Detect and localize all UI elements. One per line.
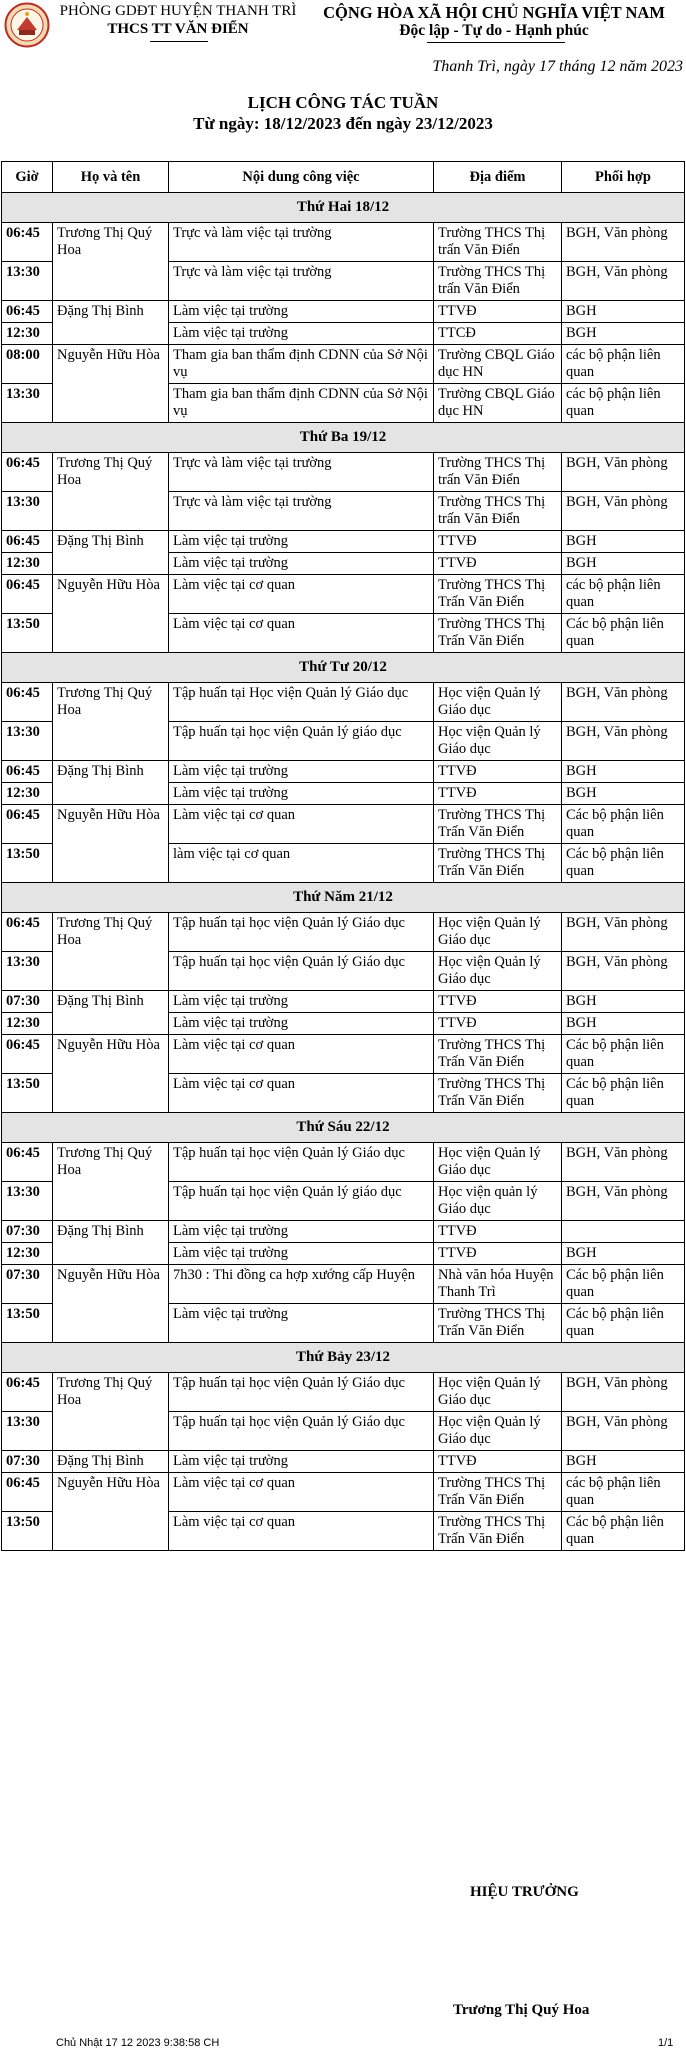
coordination-cell: Các bộ phận liên quan xyxy=(562,1512,685,1551)
coordination-cell: BGH, Văn phòng xyxy=(562,722,685,761)
location-cell: TTVĐ xyxy=(434,1221,562,1243)
location-cell: Trường CBQL Giáo dục HN xyxy=(434,345,562,384)
column-header-name: Họ và tên xyxy=(53,162,169,193)
task-cell: Làm việc tại trường xyxy=(169,991,434,1013)
time-cell: 07:30 xyxy=(2,1265,53,1304)
column-header-location: Địa điểm xyxy=(434,162,562,193)
task-cell: Làm việc tại trường xyxy=(169,1243,434,1265)
time-cell: 12:30 xyxy=(2,323,53,345)
day-header-row xyxy=(2,1113,685,1143)
person-name-cell: Trương Thị Quý Hoa xyxy=(53,683,169,761)
task-cell: Tập huấn tại học viện Quản lý Giáo dục xyxy=(169,952,434,991)
time-cell: 13:30 xyxy=(2,1182,53,1221)
person-name-cell: Nguyễn Hữu Hòa xyxy=(53,575,169,653)
table-row xyxy=(2,301,685,323)
time-cell: 06:45 xyxy=(2,805,53,844)
table-row xyxy=(2,453,685,492)
coordination-cell: BGH, Văn phòng xyxy=(562,262,685,301)
time-cell: 06:45 xyxy=(2,301,53,323)
day-label: Thứ Năm 21/12 xyxy=(2,883,685,913)
time-cell: 13:50 xyxy=(2,1074,53,1113)
school-name-underline xyxy=(150,41,208,42)
time-cell: 07:30 xyxy=(2,1451,53,1473)
coordination-cell: BGH, Văn phòng xyxy=(562,1373,685,1412)
person-name-cell: Nguyễn Hữu Hòa xyxy=(53,1265,169,1343)
coordination-cell: Các bộ phận liên quan xyxy=(562,1265,685,1304)
time-cell: 13:50 xyxy=(2,844,53,883)
location-cell: Trường THCS Thị trấn Văn Điển xyxy=(434,262,562,301)
task-cell: Làm việc tại trường xyxy=(169,1451,434,1473)
table-row xyxy=(2,531,685,553)
time-cell: 13:50 xyxy=(2,1304,53,1343)
table-row xyxy=(2,345,685,384)
location-cell: Trường THCS Thị Trấn Văn Điển xyxy=(434,614,562,653)
signature-title: HIỆU TRƯỞNG xyxy=(470,1884,579,1900)
column-header-task: Nội dung công việc xyxy=(169,162,434,193)
location-cell: Học viện quản lý Giáo dục xyxy=(434,1182,562,1221)
motto-underline xyxy=(427,42,565,43)
location-cell: Trường THCS Thị Trấn Văn Điển xyxy=(434,805,562,844)
coordination-cell: Các bộ phận liên quan xyxy=(562,844,685,883)
person-name-cell: Đặng Thị Bình xyxy=(53,301,169,345)
task-cell: Làm việc tại trường xyxy=(169,783,434,805)
location-cell: Trường THCS Thị Trấn Văn Điển xyxy=(434,1512,562,1551)
time-cell: 06:45 xyxy=(2,223,53,262)
school-name: THCS TT VĂN ĐIỂN xyxy=(107,21,249,37)
person-name-cell: Trương Thị Quý Hoa xyxy=(53,1373,169,1451)
task-cell: Tập huấn tại học viện Quản lý giáo dục xyxy=(169,722,434,761)
location-cell: Trường THCS Thị trấn Văn Điển xyxy=(434,492,562,531)
coordination-cell: BGH, Văn phòng xyxy=(562,223,685,262)
page-number: 1/1 xyxy=(658,2037,674,2049)
location-cell: Trường THCS Thị Trấn Văn Điển xyxy=(434,575,562,614)
task-cell: Tập huấn tại học viện Quản lý Giáo dục xyxy=(169,1143,434,1182)
task-cell: Làm việc tại cơ quan xyxy=(169,1512,434,1551)
task-cell: Trực và làm việc tại trường xyxy=(169,492,434,531)
task-cell: Làm việc tại cơ quan xyxy=(169,1035,434,1074)
task-cell: Làm việc tại trường xyxy=(169,323,434,345)
location-cell: TTVĐ xyxy=(434,761,562,783)
task-cell: Tham gia ban thẩm định CDNN của Sở Nội vụ xyxy=(169,384,434,423)
location-cell: Trường THCS Thị Trấn Văn Điển xyxy=(434,844,562,883)
location-cell: Học viện Quản lý Giáo dục xyxy=(434,722,562,761)
person-name-cell: Trương Thị Quý Hoa xyxy=(53,453,169,531)
task-cell: Làm việc tại trường xyxy=(169,553,434,575)
person-name-cell: Nguyễn Hữu Hòa xyxy=(53,805,169,883)
coordination-cell: Các bộ phận liên quan xyxy=(562,1304,685,1343)
column-header-time: Giờ xyxy=(2,162,53,193)
coordination-cell: BGH xyxy=(562,301,685,323)
time-cell: 06:45 xyxy=(2,575,53,614)
table-row xyxy=(2,761,685,783)
task-cell: Tập huấn tại học viện Quản lý giáo dục xyxy=(169,1182,434,1221)
person-name-cell: Nguyễn Hữu Hòa xyxy=(53,1035,169,1113)
location-cell: Nhà văn hóa Huyện Thanh Trì xyxy=(434,1265,562,1304)
day-label: Thứ Tư 20/12 xyxy=(2,653,685,683)
time-cell: 08:00 xyxy=(2,345,53,384)
coordination-cell: BGH, Văn phòng xyxy=(562,683,685,722)
time-cell: 06:45 xyxy=(2,1473,53,1512)
time-cell: 13:30 xyxy=(2,492,53,531)
location-cell: Học viện Quản lý Giáo dục xyxy=(434,683,562,722)
coordination-cell: Các bộ phận liên quan xyxy=(562,1074,685,1113)
time-cell: 13:50 xyxy=(2,614,53,653)
table-row xyxy=(2,575,685,614)
coordination-cell: Các bộ phận liên quan xyxy=(562,614,685,653)
task-cell: Làm việc tại trường xyxy=(169,531,434,553)
day-label: Thứ Ba 19/12 xyxy=(2,423,685,453)
table-row xyxy=(2,1265,685,1304)
task-cell: Làm việc tại trường xyxy=(169,1013,434,1035)
signature-name: Trương Thị Quý Hoa xyxy=(453,2002,590,2018)
location-cell: Trường THCS Thị Trấn Văn Điển xyxy=(434,1473,562,1512)
page-title: LỊCH CÔNG TÁC TUẦN xyxy=(247,93,439,112)
time-cell: 07:30 xyxy=(2,991,53,1013)
task-cell: Tập huấn tại học viện Quản lý Giáo dục xyxy=(169,913,434,952)
time-cell: 12:30 xyxy=(2,553,53,575)
person-name-cell: Đặng Thị Bình xyxy=(53,531,169,575)
coordination-cell: BGH, Văn phòng xyxy=(562,952,685,991)
print-timestamp: Chủ Nhật 17 12 2023 9:38:58 CH xyxy=(56,2037,220,2049)
coordination-cell: BGH xyxy=(562,1451,685,1473)
person-name-cell: Đặng Thị Bình xyxy=(53,1451,169,1473)
table-row xyxy=(2,805,685,844)
weekly-schedule-table xyxy=(1,161,685,1551)
location-cell: TTVĐ xyxy=(434,1451,562,1473)
person-name-cell: Đặng Thị Bình xyxy=(53,1221,169,1265)
person-name-cell: Trương Thị Quý Hoa xyxy=(53,223,169,301)
task-cell: Làm việc tại trường xyxy=(169,301,434,323)
time-cell: 06:45 xyxy=(2,1143,53,1182)
coordination-cell: Các bộ phận liên quan xyxy=(562,805,685,844)
time-cell: 13:30 xyxy=(2,1412,53,1451)
task-cell: Trực và làm việc tại trường xyxy=(169,262,434,301)
coordination-cell: BGH xyxy=(562,991,685,1013)
day-header-row xyxy=(2,193,685,223)
coordination-cell: BGH xyxy=(562,1013,685,1035)
task-cell: Làm việc tại cơ quan xyxy=(169,575,434,614)
time-cell: 13:50 xyxy=(2,1512,53,1551)
coordination-cell: BGH, Văn phòng xyxy=(562,913,685,952)
person-name-cell: Đặng Thị Bình xyxy=(53,761,169,805)
task-cell: Làm việc tại trường xyxy=(169,1221,434,1243)
location-cell: TTCĐ xyxy=(434,323,562,345)
location-cell: TTVĐ xyxy=(434,1013,562,1035)
time-cell: 13:30 xyxy=(2,262,53,301)
person-name-cell: Nguyễn Hữu Hòa xyxy=(53,345,169,423)
coordination-cell: BGH xyxy=(562,761,685,783)
task-cell: 7h30 : Thi đồng ca hợp xướng cấp Huyện xyxy=(169,1265,434,1304)
time-cell: 06:45 xyxy=(2,531,53,553)
time-cell: 07:30 xyxy=(2,1221,53,1243)
time-cell: 13:30 xyxy=(2,952,53,991)
location-cell: Trường THCS Thị Trấn Văn Điển xyxy=(434,1074,562,1113)
table-row xyxy=(2,1143,685,1182)
day-header-row xyxy=(2,1343,685,1373)
coordination-cell: BGH xyxy=(562,531,685,553)
location-cell: Trường THCS Thị trấn Văn Điển xyxy=(434,453,562,492)
schedule-body xyxy=(2,193,685,1551)
location-cell: TTVĐ xyxy=(434,301,562,323)
coordination-cell: BGH, Văn phòng xyxy=(562,1143,685,1182)
time-cell: 06:45 xyxy=(2,761,53,783)
coordination-cell: BGH xyxy=(562,323,685,345)
coordination-cell: BGH xyxy=(562,1243,685,1265)
coordination-cell xyxy=(562,1221,685,1243)
table-header-row xyxy=(2,162,685,193)
location-cell: TTVĐ xyxy=(434,531,562,553)
time-cell: 06:45 xyxy=(2,1035,53,1074)
location-cell: Trường CBQL Giáo dục HN xyxy=(434,384,562,423)
time-cell: 12:30 xyxy=(2,1243,53,1265)
day-header-row xyxy=(2,423,685,453)
national-title: CỘNG HÒA XÃ HỘI CHỦ NGHĨA VIỆT NAM xyxy=(323,3,665,22)
location-cell: Học viện Quản lý Giáo dục xyxy=(434,952,562,991)
person-name-cell: Trương Thị Quý Hoa xyxy=(53,1143,169,1221)
table-row xyxy=(2,1473,685,1512)
task-cell: Làm việc tại cơ quan xyxy=(169,614,434,653)
time-cell: 06:45 xyxy=(2,1373,53,1412)
task-cell: Trực và làm việc tại trường xyxy=(169,453,434,492)
location-cell: Trường THCS Thị Trấn Văn Điển xyxy=(434,1304,562,1343)
department-name: PHÒNG GDĐT HUYỆN THANH TRÌ xyxy=(59,3,297,19)
task-cell: làm việc tại cơ quan xyxy=(169,844,434,883)
coordination-cell: BGH xyxy=(562,783,685,805)
location-cell: TTVĐ xyxy=(434,991,562,1013)
time-cell: 13:30 xyxy=(2,384,53,423)
time-cell: 12:30 xyxy=(2,1013,53,1035)
table-row xyxy=(2,1451,685,1473)
school-emblem-icon xyxy=(4,2,50,48)
table-row xyxy=(2,913,685,952)
time-cell: 12:30 xyxy=(2,783,53,805)
coordination-cell: BGH, Văn phòng xyxy=(562,1182,685,1221)
person-name-cell: Đặng Thị Bình xyxy=(53,991,169,1035)
day-label: Thứ Sáu 22/12 xyxy=(2,1113,685,1143)
location-cell: TTVĐ xyxy=(434,783,562,805)
column-header-coordination: Phối hợp xyxy=(562,162,685,193)
location-cell: Học viện Quản lý Giáo dục xyxy=(434,913,562,952)
location-cell: Trường THCS Thị trấn Văn Điển xyxy=(434,223,562,262)
person-name-cell: Nguyễn Hữu Hòa xyxy=(53,1473,169,1551)
person-name-cell: Trương Thị Quý Hoa xyxy=(53,913,169,991)
coordination-cell: các bộ phận liên quan xyxy=(562,345,685,384)
time-cell: 13:30 xyxy=(2,722,53,761)
table-row xyxy=(2,683,685,722)
location-cell: Học viện Quản lý Giáo dục xyxy=(434,1373,562,1412)
day-label: Thứ Bảy 23/12 xyxy=(2,1343,685,1373)
table-row xyxy=(2,1373,685,1412)
task-cell: Tập huấn tại học viện Quản lý Giáo dục xyxy=(169,1412,434,1451)
location-cell: Học viện Quản lý Giáo dục xyxy=(434,1143,562,1182)
task-cell: Làm việc tại cơ quan xyxy=(169,1473,434,1512)
task-cell: Làm việc tại cơ quan xyxy=(169,1074,434,1113)
coordination-cell: BGH, Văn phòng xyxy=(562,1412,685,1451)
task-cell: Tập huấn tại học viện Quản lý Giáo dục xyxy=(169,1373,434,1412)
table-row xyxy=(2,1035,685,1074)
time-cell: 06:45 xyxy=(2,683,53,722)
day-header-row xyxy=(2,653,685,683)
place-date: Thanh Trì, ngày 17 tháng 12 năm 2023 xyxy=(432,58,683,75)
task-cell: Làm việc tại trường xyxy=(169,761,434,783)
task-cell: Tập huấn tại Học viện Quản lý Giáo dục xyxy=(169,683,434,722)
day-header-row xyxy=(2,883,685,913)
task-cell: Trực và làm việc tại trường xyxy=(169,223,434,262)
national-motto: Độc lập - Tự do - Hạnh phúc xyxy=(399,22,589,39)
coordination-cell: các bộ phận liên quan xyxy=(562,1473,685,1512)
date-range: Từ ngày: 18/12/2023 đến ngày 23/12/2023 xyxy=(193,114,493,133)
task-cell: Làm việc tại trường xyxy=(169,1304,434,1343)
coordination-cell: BGH, Văn phòng xyxy=(562,492,685,531)
task-cell: Tham gia ban thẩm định CDNN của Sở Nội vụ xyxy=(169,345,434,384)
table-row xyxy=(2,223,685,262)
coordination-cell: các bộ phận liên quan xyxy=(562,575,685,614)
table-row xyxy=(2,1221,685,1243)
time-cell: 06:45 xyxy=(2,913,53,952)
location-cell: TTVĐ xyxy=(434,1243,562,1265)
coordination-cell: các bộ phận liên quan xyxy=(562,384,685,423)
table-row xyxy=(2,991,685,1013)
coordination-cell: BGH, Văn phòng xyxy=(562,453,685,492)
time-cell: 06:45 xyxy=(2,453,53,492)
coordination-cell: BGH xyxy=(562,553,685,575)
coordination-cell: Các bộ phận liên quan xyxy=(562,1035,685,1074)
location-cell: TTVĐ xyxy=(434,553,562,575)
location-cell: Trường THCS Thị Trấn Văn Điển xyxy=(434,1035,562,1074)
task-cell: Làm việc tại cơ quan xyxy=(169,805,434,844)
day-label: Thứ Hai 18/12 xyxy=(2,193,685,223)
location-cell: Học viện Quản lý Giáo dục xyxy=(434,1412,562,1451)
